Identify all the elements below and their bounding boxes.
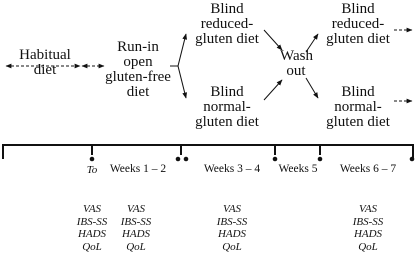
washout-label: Wash out [280,48,313,79]
timepoint-dot-wk4 [273,157,278,162]
period-label-weeks-1-2: Weeks 1 – 2 [109,163,167,175]
measures-week-7: VAS IBS-SS HADS QoL [352,203,384,253]
measures-baseline: VAS IBS-SS HADS QoL [76,203,108,253]
timepoint-dot-wk7 [410,157,415,162]
measures-week-2: VAS IBS-SS HADS QoL [120,203,152,253]
period-label-weeks-5: Weeks 5 [278,163,318,175]
timepoint-dot-wk2a [176,157,181,162]
period-label-weeks-3-4: Weeks 3 – 4 [203,163,261,175]
timepoint-dot-wk2b [184,157,189,162]
blind-normal-gluten-label-1: Blind normal- gluten diet [195,84,259,130]
timepoint-dot-t0 [90,157,95,162]
measures-week-4: VAS IBS-SS HADS QoL [216,203,248,253]
blind-normal-gluten-label-2: Blind normal- gluten diet [326,84,390,130]
split-lower-1 [178,66,186,98]
t0-label: To [86,164,98,176]
runin-diet-label: Run-in open gluten-free diet [105,39,171,100]
timepoint-dot-wk5 [318,157,323,162]
blind-reduced-gluten-label-1: Blind reduced- gluten diet [195,1,259,47]
split-upper-1 [178,34,186,66]
habitual-diet-label: Habitual diet [19,47,71,78]
period-label-weeks-6-7: Weeks 6 – 7 [339,163,397,175]
blind-reduced-gluten-label-2: Blind reduced- gluten diet [326,1,390,47]
